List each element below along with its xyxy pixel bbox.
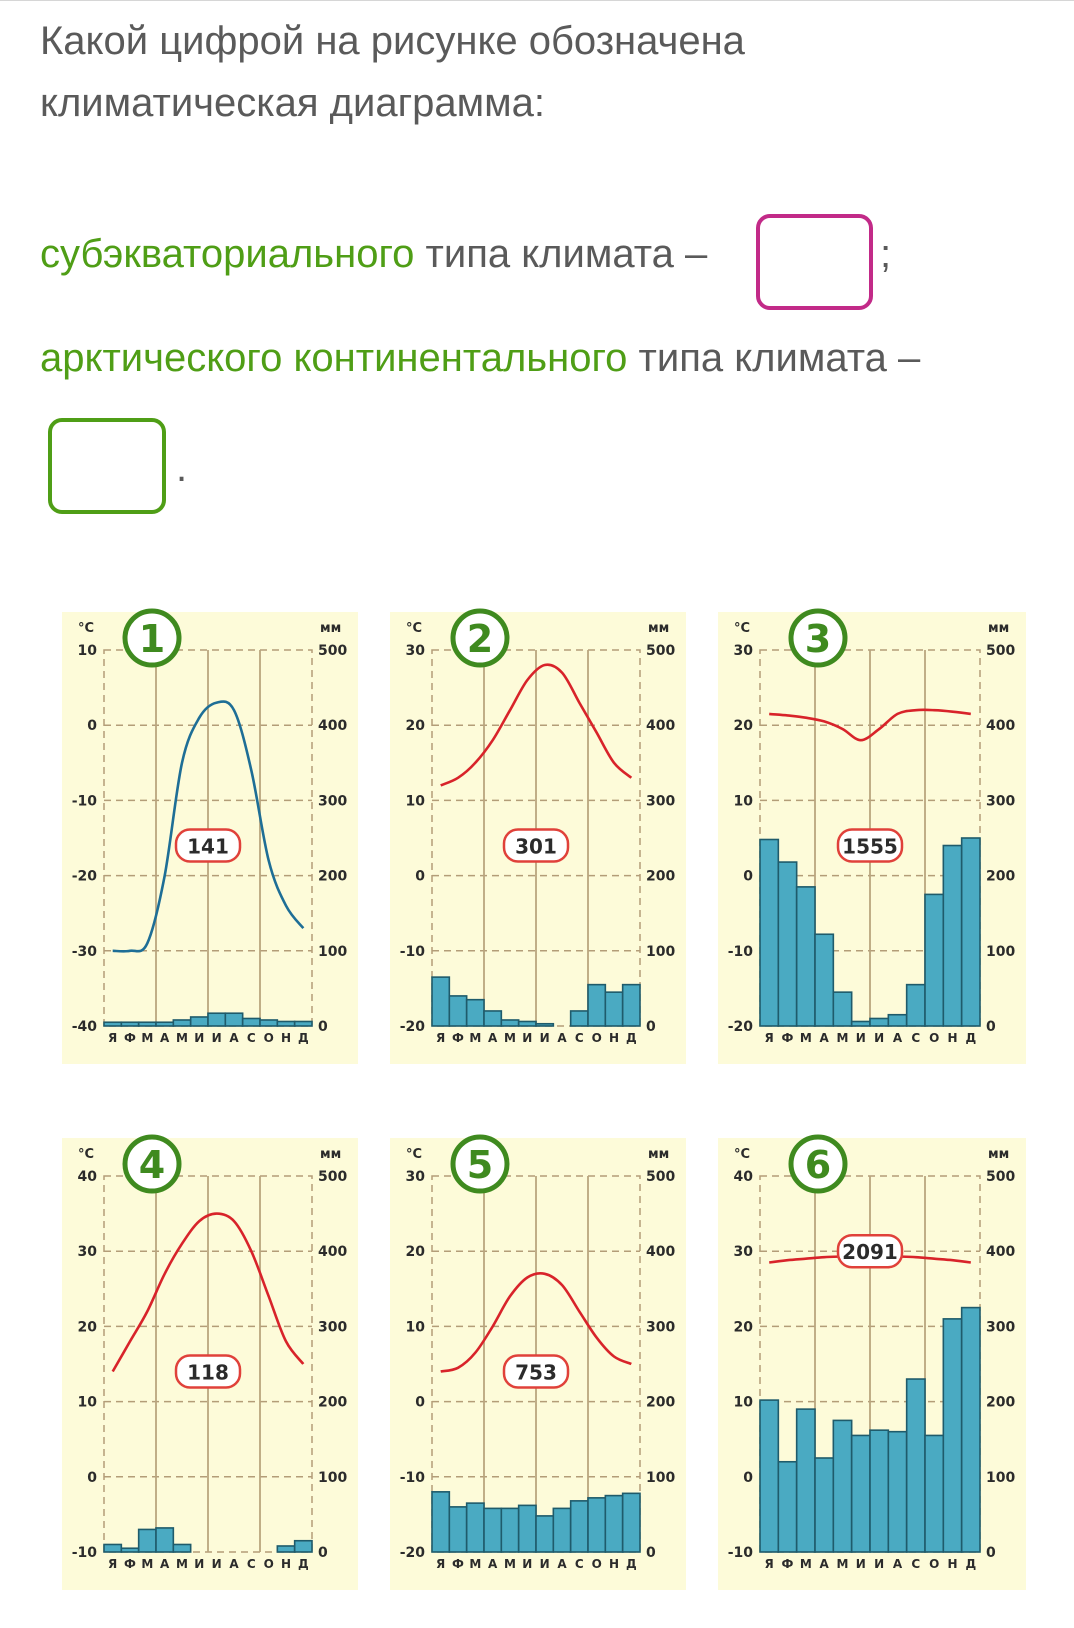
precip-tick-label: 300 — [318, 793, 348, 810]
precip-bar-10 — [588, 985, 605, 1026]
precip-bar-2 — [121, 1022, 138, 1026]
precip-tick-label: 0 — [986, 1545, 996, 1561]
temp-tick-label: 20 — [405, 1244, 425, 1261]
month-label: А — [229, 1031, 239, 1045]
month-label: Н — [608, 1031, 620, 1045]
total-precip-value: 301 — [515, 834, 557, 859]
month-label: Я — [108, 1031, 118, 1045]
temp-tick-label: -20 — [399, 1019, 425, 1035]
precip-tick-label: 300 — [986, 793, 1016, 810]
precip-bar-11 — [943, 846, 961, 1026]
month-label: Н — [947, 1557, 958, 1571]
temp-tick-label: 20 — [733, 718, 753, 735]
month-label: Я — [764, 1557, 774, 1571]
total-precip-value: 118 — [187, 1360, 229, 1385]
month-label: А — [229, 1557, 239, 1571]
month-label: И — [855, 1557, 866, 1571]
month-label: А — [819, 1031, 829, 1045]
month-label: Ф — [781, 1557, 794, 1571]
precip-bar-8 — [888, 1432, 906, 1552]
precip-tick-label: 500 — [986, 1169, 1016, 1185]
month-label: М — [176, 1557, 188, 1571]
month-label: Д — [625, 1031, 637, 1045]
precip-bar-1 — [104, 1544, 121, 1552]
month-label: И — [539, 1557, 550, 1571]
total-precip-value: 2091 — [842, 1240, 898, 1265]
month-label: М — [469, 1031, 482, 1045]
precip-tick-label: 0 — [646, 1545, 656, 1561]
precip-tick-label: 200 — [986, 1394, 1016, 1411]
temp-tick-label: -20 — [399, 1545, 425, 1561]
precip-tick-label: 200 — [318, 1394, 348, 1411]
precip-bar-9 — [907, 1379, 925, 1552]
total-precip-value: 753 — [515, 1360, 557, 1385]
diagram-number: 3 — [804, 617, 832, 661]
month-label: А — [819, 1557, 829, 1571]
precip-tick-label: 400 — [318, 718, 348, 735]
precip-bar-10 — [588, 1498, 605, 1552]
month-label: А — [160, 1557, 170, 1571]
precip-bar-4 — [484, 1508, 501, 1552]
month-label: Н — [608, 1557, 620, 1571]
diagram-number: 5 — [466, 1143, 494, 1187]
month-label: И — [211, 1031, 222, 1045]
temp-tick-label: 30 — [77, 1244, 97, 1261]
precip-bar-12 — [623, 985, 640, 1026]
precip-bar-6 — [519, 1505, 536, 1552]
diagram-number: 6 — [804, 1143, 832, 1187]
month-label: С — [911, 1557, 921, 1571]
temp-tick-label: 30 — [405, 1169, 425, 1185]
month-label: С — [574, 1031, 584, 1045]
temp-tick-label: 10 — [733, 793, 753, 810]
temp-unit: °C — [77, 621, 94, 636]
precip-bar-11 — [277, 1021, 294, 1026]
precip-tick-label: 400 — [318, 1244, 348, 1261]
precip-tick-label: 300 — [318, 1319, 348, 1336]
precip-bar-1 — [760, 1400, 778, 1552]
month-label: А — [488, 1557, 498, 1571]
month-label: А — [557, 1557, 567, 1571]
month-label: И — [874, 1557, 885, 1571]
precip-tick-label: 0 — [986, 1019, 996, 1035]
precip-bar-1 — [104, 1022, 121, 1026]
blank2-punctuation: . — [176, 446, 188, 490]
precip-tick-label: 500 — [318, 1169, 348, 1185]
precip-bar-12 — [295, 1541, 312, 1552]
temp-tick-label: 0 — [743, 868, 753, 885]
month-label: С — [574, 1557, 584, 1571]
precip-tick-label: 400 — [646, 718, 676, 735]
precip-bar-9 — [571, 1011, 588, 1026]
precip-bar-3 — [139, 1022, 156, 1026]
precip-tick-label: 200 — [646, 868, 676, 885]
precip-bar-3 — [467, 1503, 484, 1552]
precip-tick-label: 500 — [318, 643, 348, 659]
blank1-highlight: субэкваториального — [40, 232, 415, 276]
precip-bar-6 — [852, 1021, 870, 1026]
precip-tick-label: 300 — [986, 1319, 1016, 1336]
precip-bar-4 — [484, 1011, 501, 1026]
precip-bar-2 — [121, 1548, 138, 1552]
temp-tick-label: 40 — [733, 1169, 753, 1185]
temp-tick-label: 30 — [733, 1244, 753, 1261]
precip-tick-label: 100 — [646, 1469, 676, 1486]
temp-tick-label: 10 — [77, 1394, 97, 1411]
precip-bar-1 — [432, 1492, 449, 1552]
temp-tick-label: 30 — [733, 643, 753, 659]
month-label: М — [141, 1031, 154, 1045]
precip-tick-label: 100 — [986, 943, 1016, 960]
precip-bar-3 — [797, 1409, 815, 1552]
blank1-line — [40, 232, 707, 277]
blank1-text: типа климата – — [425, 232, 708, 276]
precip-tick-label: 400 — [646, 1244, 676, 1261]
month-label: М — [504, 1031, 516, 1045]
month-label: М — [176, 1031, 188, 1045]
precip-bar-1 — [432, 977, 449, 1026]
precip-tick-label: 100 — [318, 1469, 348, 1486]
temp-tick-label: 10 — [77, 643, 97, 659]
precip-bar-7 — [536, 1024, 553, 1026]
month-label: О — [263, 1557, 274, 1571]
month-label: Я — [764, 1031, 774, 1045]
precip-unit: мм — [648, 1147, 670, 1162]
precip-tick-label: 0 — [318, 1019, 328, 1035]
temp-tick-label: 0 — [415, 868, 425, 885]
precip-unit: мм — [988, 1147, 1010, 1162]
precip-bar-10 — [260, 1020, 277, 1026]
precip-bar-4 — [156, 1022, 173, 1026]
temp-unit: °C — [733, 1147, 750, 1162]
month-label: А — [488, 1031, 498, 1045]
temp-tick-label: -10 — [399, 943, 425, 960]
precip-bar-5 — [833, 992, 851, 1026]
precip-bar-7 — [870, 1018, 888, 1026]
temp-tick-label: -10 — [399, 1469, 425, 1486]
blank2-highlight: арктического континентального — [40, 336, 628, 380]
temp-tick-label: 0 — [87, 718, 97, 735]
precip-tick-label: 400 — [986, 1244, 1016, 1261]
temp-tick-label: 0 — [87, 1469, 97, 1486]
month-label: И — [522, 1557, 533, 1571]
climate-diagram-3 — [718, 612, 1026, 1064]
precip-bar-12 — [623, 1493, 640, 1552]
precip-tick-label: 100 — [986, 1469, 1016, 1486]
climate-diagram-6 — [718, 1138, 1026, 1590]
question-text: Какой цифрой на рисунке обозначена климатическая диаграмма: — [40, 19, 745, 125]
precip-bar-4 — [156, 1528, 173, 1552]
month-label: Я — [108, 1557, 118, 1571]
precip-bar-3 — [139, 1529, 156, 1552]
month-label: Н — [280, 1557, 292, 1571]
precip-bar-6 — [519, 1021, 536, 1026]
precip-bar-3 — [797, 887, 815, 1026]
climate-diagram-2 — [390, 612, 686, 1064]
month-label: О — [929, 1031, 940, 1045]
climate-diagram-1-svg — [62, 612, 358, 1064]
month-label: О — [591, 1557, 602, 1571]
month-label: А — [892, 1557, 903, 1571]
month-label: С — [246, 1557, 256, 1571]
blank2-line — [40, 336, 920, 381]
precip-bar-2 — [778, 862, 796, 1026]
precip-bar-6 — [852, 1435, 870, 1552]
temp-tick-label: 20 — [733, 1319, 753, 1336]
month-label: И — [194, 1031, 205, 1045]
temp-tick-label: 0 — [743, 1469, 753, 1486]
month-label: Н — [280, 1031, 292, 1045]
precip-tick-label: 500 — [986, 643, 1016, 659]
precip-tick-label: 200 — [646, 1394, 676, 1411]
temp-tick-label: 10 — [405, 793, 425, 810]
month-label: И — [211, 1557, 222, 1571]
month-label: М — [799, 1031, 812, 1045]
month-label: Д — [965, 1557, 977, 1571]
precip-tick-label: 500 — [646, 643, 676, 659]
precip-bar-8 — [225, 1013, 242, 1026]
precip-bar-9 — [907, 985, 925, 1026]
precip-tick-label: 300 — [646, 793, 676, 810]
month-label: М — [799, 1557, 812, 1571]
month-label: Д — [297, 1557, 309, 1571]
month-label: М — [469, 1557, 482, 1571]
precip-bar-10 — [925, 1435, 943, 1552]
month-label: Д — [965, 1031, 977, 1045]
month-label: М — [836, 1031, 849, 1045]
precip-bar-6 — [191, 1017, 208, 1026]
month-label: О — [263, 1031, 274, 1045]
climate-diagram-1 — [62, 612, 358, 1064]
precip-bar-1 — [760, 840, 778, 1026]
diagram-number: 4 — [138, 1143, 166, 1187]
blank2-text: типа климата – — [638, 336, 921, 380]
month-label: О — [591, 1031, 602, 1045]
climate-diagram-5-svg — [390, 1138, 686, 1590]
climate-diagram-4-svg — [62, 1138, 358, 1590]
month-label: Ф — [452, 1031, 464, 1045]
blank1-punctuation: ; — [880, 232, 892, 276]
precip-bar-12 — [295, 1021, 312, 1026]
month-label: И — [874, 1031, 885, 1045]
precip-bar-12 — [962, 838, 980, 1026]
month-label: Я — [436, 1557, 446, 1571]
precip-tick-label: 0 — [318, 1545, 328, 1561]
precip-tick-label: 200 — [318, 868, 348, 885]
temp-unit: °C — [77, 1147, 94, 1162]
precip-unit: мм — [320, 1147, 342, 1162]
temp-tick-label: -10 — [727, 943, 753, 960]
climate-diagram-5 — [390, 1138, 686, 1590]
precip-bar-11 — [277, 1546, 294, 1552]
total-precip-value: 141 — [187, 834, 229, 859]
month-label: Ф — [452, 1557, 464, 1571]
precip-bar-5 — [173, 1544, 190, 1552]
precip-bar-3 — [467, 1000, 484, 1026]
month-label: А — [892, 1031, 903, 1045]
climate-diagram-6-svg — [718, 1138, 1026, 1590]
precip-bar-5 — [833, 1420, 851, 1552]
precip-tick-label: 200 — [986, 868, 1016, 885]
temp-tick-label: -20 — [71, 868, 97, 885]
precip-tick-label: 400 — [986, 718, 1016, 735]
month-label: И — [539, 1031, 550, 1045]
climate-diagram-2-svg — [390, 612, 686, 1064]
answer-input-arctic-continental[interactable] — [48, 418, 166, 514]
diagram-number: 1 — [138, 617, 166, 661]
month-label: Я — [436, 1031, 446, 1045]
precip-bar-11 — [605, 1496, 622, 1552]
precip-tick-label: 500 — [646, 1169, 676, 1185]
precip-tick-label: 100 — [318, 943, 348, 960]
month-label: Д — [297, 1031, 309, 1045]
precip-bar-4 — [815, 934, 833, 1026]
month-label: Ф — [124, 1557, 136, 1571]
precip-bar-12 — [962, 1308, 980, 1552]
precip-bar-4 — [815, 1458, 833, 1552]
temp-tick-label: 30 — [405, 643, 425, 659]
month-label: М — [504, 1557, 516, 1571]
temp-tick-label: -40 — [71, 1019, 97, 1035]
precip-bar-9 — [571, 1501, 588, 1552]
precip-bar-8 — [553, 1508, 570, 1552]
month-label: Ф — [124, 1031, 136, 1045]
total-precip-value: 1555 — [842, 834, 898, 859]
diagram-number: 2 — [466, 617, 494, 661]
precip-bar-5 — [173, 1020, 190, 1026]
month-label: М — [141, 1557, 154, 1571]
precip-tick-label: 0 — [646, 1019, 656, 1035]
precip-bar-2 — [449, 1507, 466, 1552]
temp-unit: °C — [405, 1147, 422, 1162]
precip-bar-2 — [778, 1462, 796, 1552]
month-label: С — [911, 1031, 921, 1045]
precip-bar-10 — [925, 894, 943, 1026]
top-divider — [0, 0, 1074, 1]
precip-bar-5 — [501, 1508, 518, 1552]
temp-tick-label: 40 — [77, 1169, 97, 1185]
precip-unit: мм — [648, 621, 670, 636]
temp-unit: °C — [733, 621, 750, 636]
month-label: М — [836, 1557, 849, 1571]
month-label: И — [522, 1031, 533, 1045]
temp-tick-label: -10 — [71, 793, 97, 810]
temp-tick-label: 10 — [405, 1319, 425, 1336]
month-label: А — [160, 1031, 170, 1045]
month-label: Д — [625, 1557, 637, 1571]
temp-tick-label: 0 — [415, 1394, 425, 1411]
temp-tick-label: 20 — [77, 1319, 97, 1336]
climate-diagram-3-svg — [718, 612, 1026, 1064]
temp-tick-label: -20 — [727, 1019, 753, 1035]
climate-diagram-4 — [62, 1138, 358, 1590]
precip-bar-11 — [943, 1319, 961, 1552]
month-label: О — [929, 1557, 940, 1571]
temp-tick-label: -10 — [71, 1545, 97, 1561]
temp-unit: °C — [405, 621, 422, 636]
precip-bar-2 — [449, 996, 466, 1026]
precip-bar-8 — [888, 1015, 906, 1026]
precip-tick-label: 100 — [646, 943, 676, 960]
month-label: И — [855, 1031, 866, 1045]
month-label: С — [246, 1031, 256, 1045]
precip-unit: мм — [988, 621, 1010, 636]
precip-tick-label: 300 — [646, 1319, 676, 1336]
precip-bar-7 — [870, 1430, 888, 1552]
precip-bar-11 — [605, 992, 622, 1026]
precip-bar-5 — [501, 1020, 518, 1026]
precip-unit: мм — [320, 621, 342, 636]
temp-tick-label: 20 — [405, 718, 425, 735]
month-label: А — [557, 1031, 567, 1045]
precip-bar-7 — [536, 1516, 553, 1552]
answer-input-subequatorial[interactable] — [756, 214, 873, 310]
temp-tick-label: -10 — [727, 1545, 753, 1561]
month-label: Н — [947, 1031, 958, 1045]
precip-bar-9 — [243, 1018, 260, 1026]
precip-bar-7 — [208, 1013, 225, 1026]
temp-tick-label: 10 — [733, 1394, 753, 1411]
month-label: Ф — [781, 1031, 794, 1045]
temp-tick-label: -30 — [71, 943, 97, 960]
month-label: И — [194, 1557, 205, 1571]
